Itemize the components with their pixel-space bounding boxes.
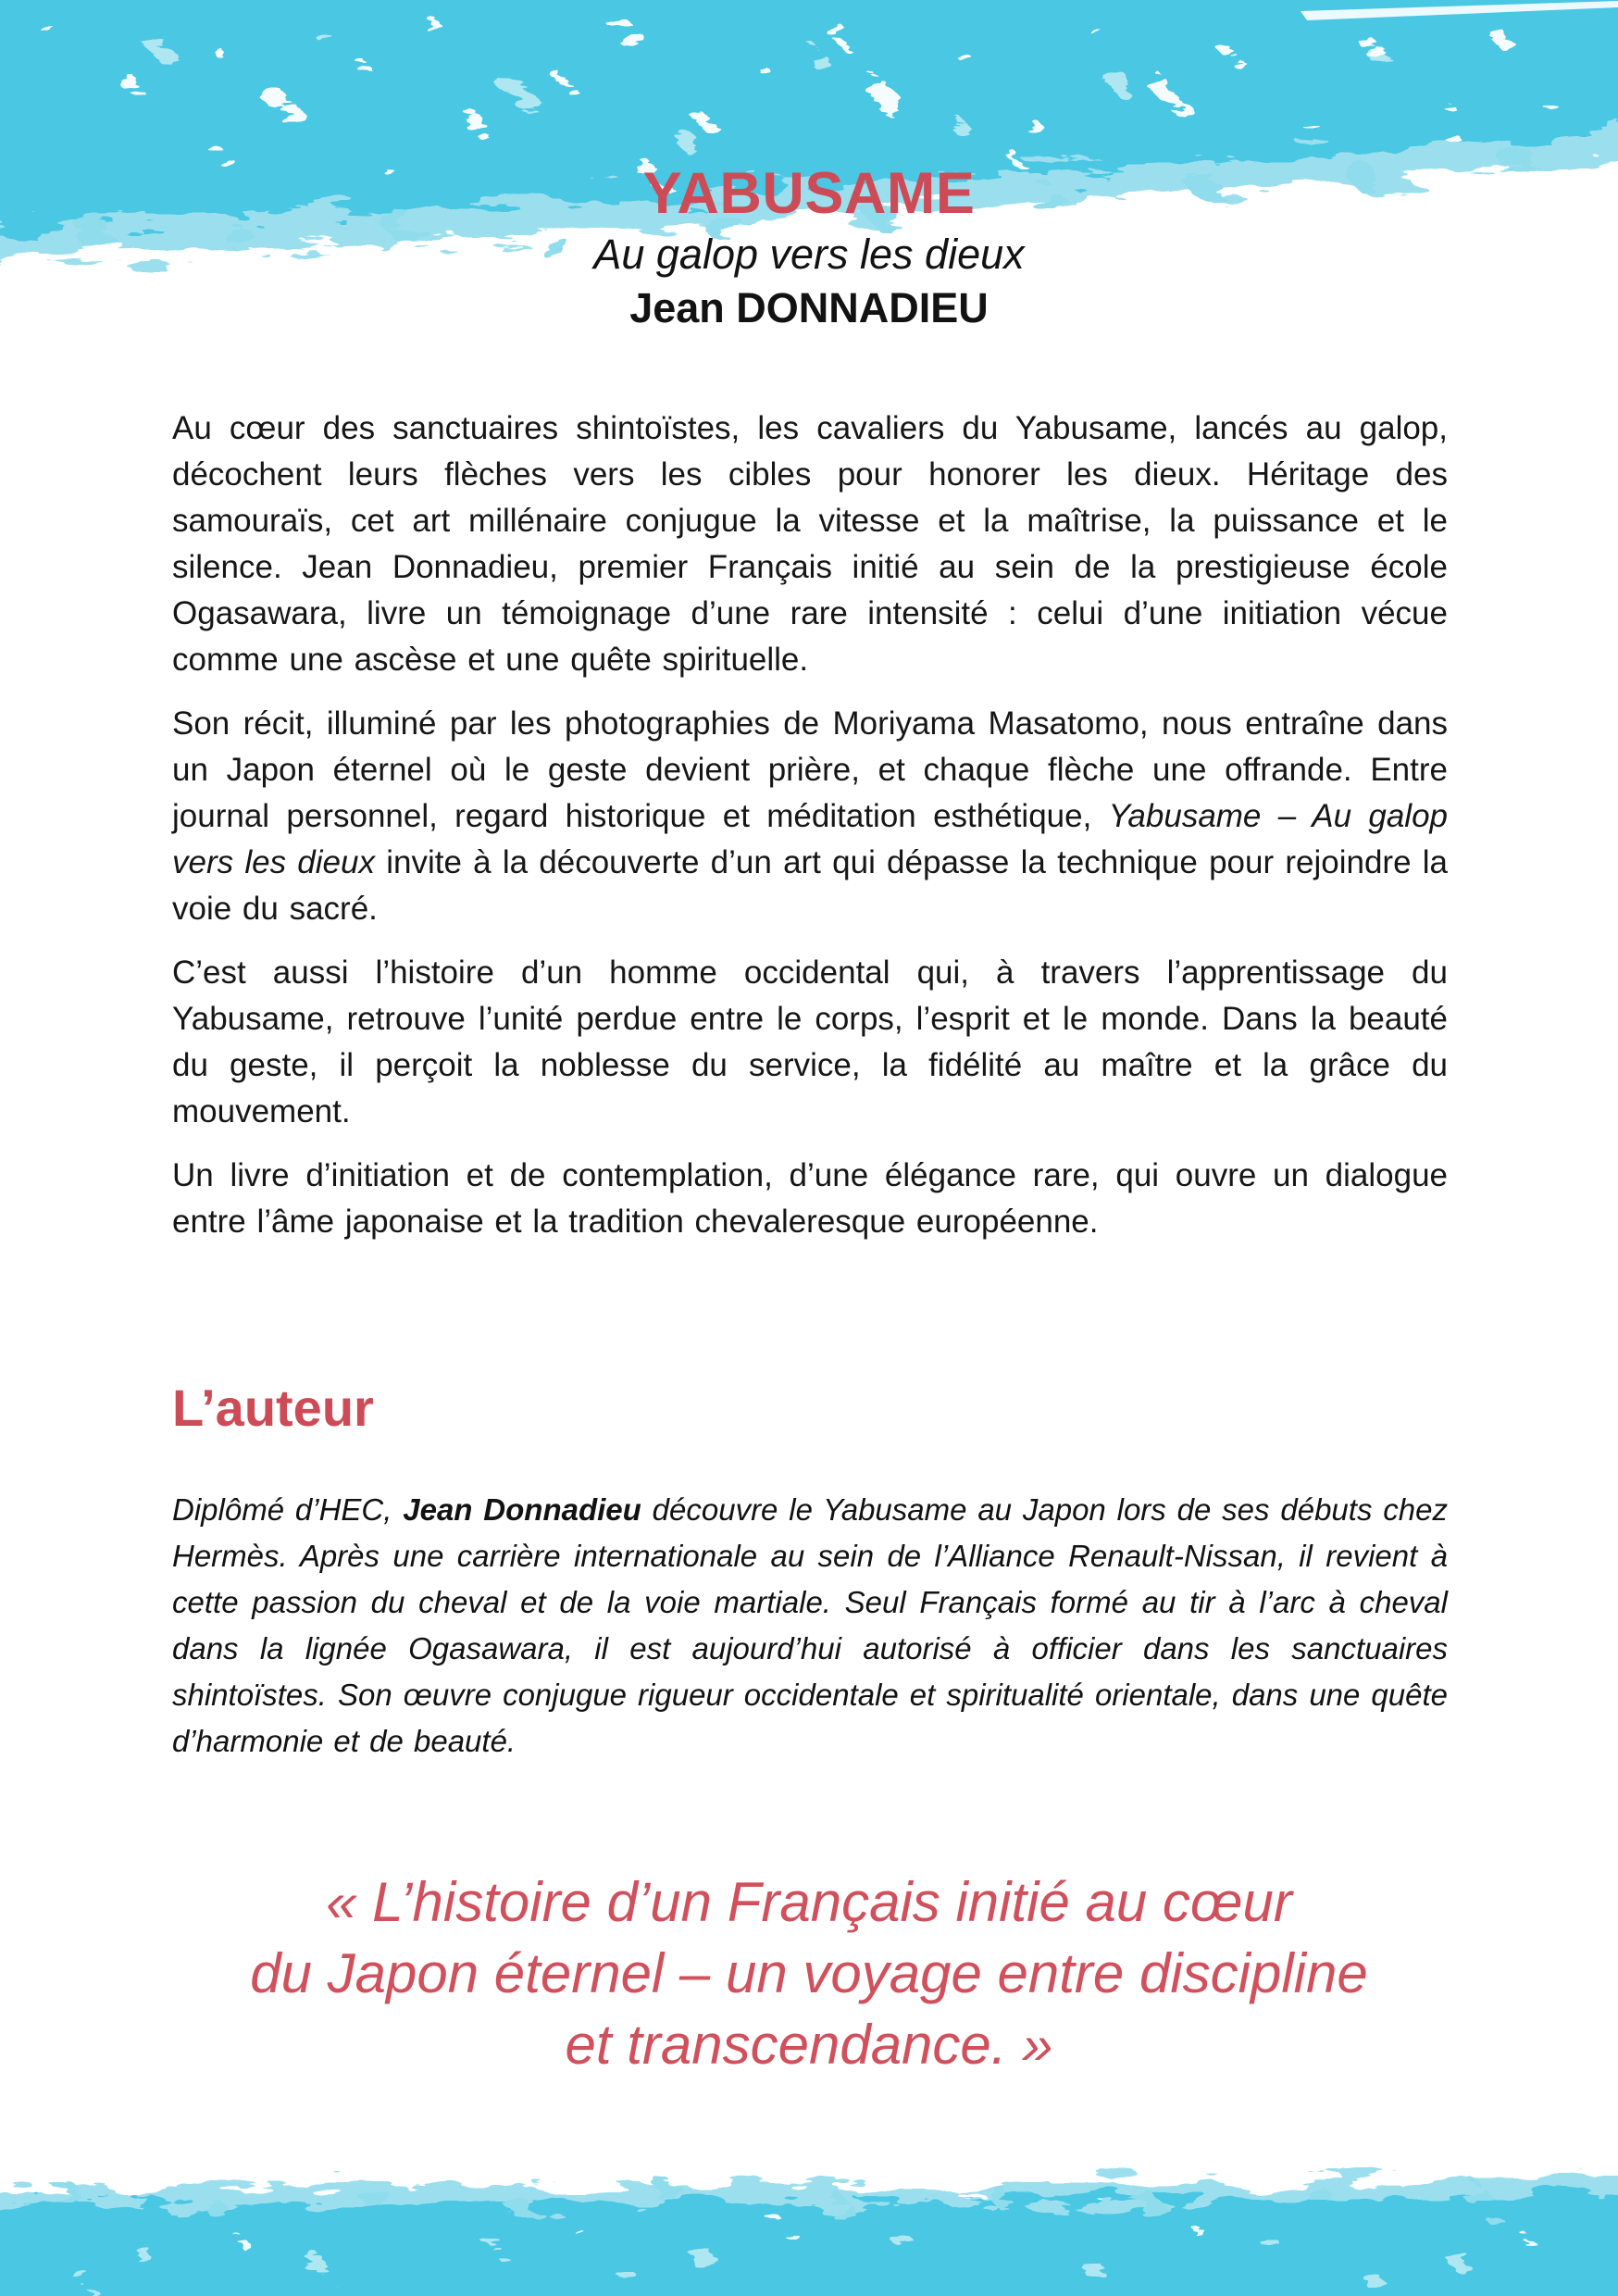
author-bio-paragraph bbox=[172, 1487, 1448, 1765]
synopsis-paragraph-3 bbox=[172, 950, 1448, 1135]
pull-quote-line-1: « L’histoire d’un Français initié au cœur bbox=[326, 1871, 1292, 1933]
author-section bbox=[172, 1378, 1448, 1765]
book-subtitle: Au galop vers les dieux bbox=[593, 231, 1025, 278]
text-run: Diplômé d’HEC, bbox=[172, 1492, 404, 1527]
text-run: Au cœur des sanctuaires shintoïstes, les cavaliers du Yabusame, lancés au galop, décochent leurs flèches vers les cibles pour honorer les dieux. Héritage des samouraïs, cet art millénaire conjugue la vitesse et la maîtrise, la puissance et le silence. Jean Donnadieu, premier Français initié au sein de la prestigieuse école Ogasawara, livre un témoignage d’une rare intensité : celui d’une initiation vécue comme une ascèse et une quête spirituelle. bbox=[172, 410, 1448, 678]
text-run: Son récit, illuminé par les photographies de Moriyama Masatomo, nous entraîne dans un Japon éternel où le geste devient prière, et chaque flèche une offrande. Entre journal personnel, regard historique et méditation esthétique, bbox=[172, 705, 1448, 834]
text-run: invite à la découverte d’un art qui dépasse la technique pour rejoindre la voie du sacré. bbox=[172, 844, 1449, 927]
synopsis-section bbox=[172, 406, 1448, 1245]
author-name-inline: Jean Donnadieu bbox=[403, 1492, 641, 1527]
watercolor-band-bottom bbox=[0, 2120, 1618, 2296]
text-run: Un livre d’initiation et de contemplation, d’une élégance rare, qui ouvre un dialogue entre l’âme japonaise et la tradition chevaleresque européenne. bbox=[172, 1157, 1448, 1240]
synopsis-paragraph-1 bbox=[172, 406, 1448, 683]
book-author-name: Jean DONNADIEU bbox=[629, 284, 989, 331]
text-run: découvre le Yabusame au Japon lors de ses débuts chez Hermès. Après une carrière internationale au sein de l’Alliance Renault-Nissan, il revient à cette passion du cheval et de la voie martiale. Seul Français formé au tir à l’arc à cheval dans la lignée Ogasawara, il est aujourd’hui autorisé à officier dans les sanctuaires shintoïstes. Son œuvre conjugue rigueur occidentale et spiritualité orientale, dans une quête d’harmonie et de beauté. bbox=[172, 1492, 1448, 1758]
text-run: C’est aussi l’histoire d’un homme occidental qui, à travers l’apprentissage du Yabusame, retrouve l’unité perdue entre le corps, l’esprit et le monde. Dans la beauté du geste, il perçoit la noblesse du service, la fidélité au maître et la grâce du mouvement. bbox=[172, 955, 1448, 1129]
synopsis-paragraph-2 bbox=[172, 701, 1448, 932]
pull-quote-line-2: du Japon éternel – un voyage entre discipline bbox=[250, 1942, 1368, 2004]
author-section-heading: L’auteur bbox=[172, 1379, 374, 1437]
pull-quote bbox=[111, 1866, 1507, 2080]
book-title-inline: Yabusame – Au galop vers les dieux bbox=[172, 798, 1449, 880]
synopsis-paragraph-4 bbox=[172, 1153, 1448, 1245]
pull-quote-line-3: et transcendance. » bbox=[565, 2014, 1053, 2076]
book-title: YABUSAME bbox=[642, 161, 976, 226]
book-header bbox=[0, 159, 1618, 335]
